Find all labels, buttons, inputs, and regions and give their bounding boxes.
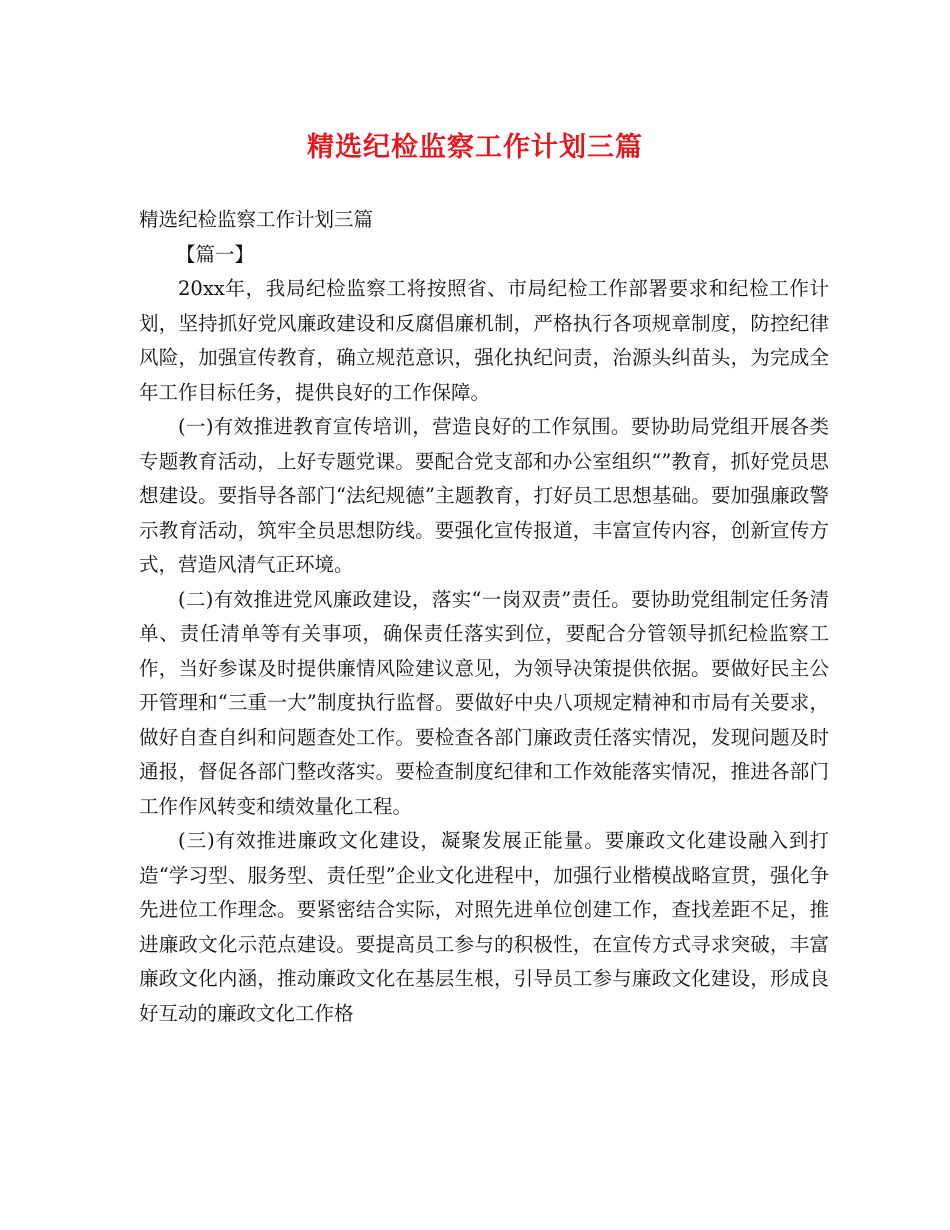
paragraph-section-2: (二)有效推进党风廉政建设，落实“一岗双责”责任。要协助党组制定任务清单、责任清单等有关事项，确保责任落实到位，要配合分管领导抓纪检监察工作，当好参谋及时提供廉情风险建议意见，为领导决策提供依据。要做好民主公开管理和“三重一大”制度执行监督。要做好中央八项规定精神和市局有关要求，做好自查自纠和问题查处工作。要检查各部门廉政责任落实情况，发现问题及时通报，督促各部门整改落实。要检查制度纪律和工作效能落实情况，推进各部门工作作风转变和绩效量化工程。 — [139, 587, 829, 818]
paragraph-section-1: (一)有效推进教育宣传培训，营造良好的工作氛围。要协助局党组开展各类专题教育活动，上好专题党课。要配合党支部和办公室组织“”教育，抓好党员思想建设。要指导各部门“法纪规德”主题教育，打好员工思想基础。要加强廉政警示教育活动，筑牢全员思想防线。要强化宣传报道，丰富宣传内容，创新宣传方式，营造风清气正环境。 — [139, 415, 829, 576]
document-subtitle: 精选纪检监察工作计划三篇 — [139, 208, 374, 231]
document-title: 精选纪检监察工作计划三篇 — [307, 132, 643, 163]
paragraph-intro: 20xx年，我局纪检监察工将按照省、市局纪检工作部署要求和纪检工作计划，坚持抓好党风廉政建设和反腐倡廉机制，严格执行各项规章制度，防控纪律风险，加强宣传教育，确立规范意识，强化执纪问责，治源头纠苗头，为完成全年工作目标任务，提供良好的工作保障。 — [139, 277, 829, 404]
section-label: 【篇一】 — [176, 242, 255, 266]
paragraph-section-3: (三)有效推进廉政文化建设，凝聚发展正能量。要廉政文化建设融入到打造“学习型、服务型、责任型”企业文化进程中，加强行业楷模战略宣贯，强化争先进位工作理念。要紧密结合实际，对照先进单位创建工作，查找差距不足，推进廉政文化示范点建设。要提高员工参与的积极性，在宣传方式寻求突破，丰富廉政文化内涵，推动廉政文化在基层生根，引导员工参与廉政文化建设，形成良好互动的廉政文化工作格 — [139, 829, 829, 1025]
document-body — [139, 203, 829, 1031]
